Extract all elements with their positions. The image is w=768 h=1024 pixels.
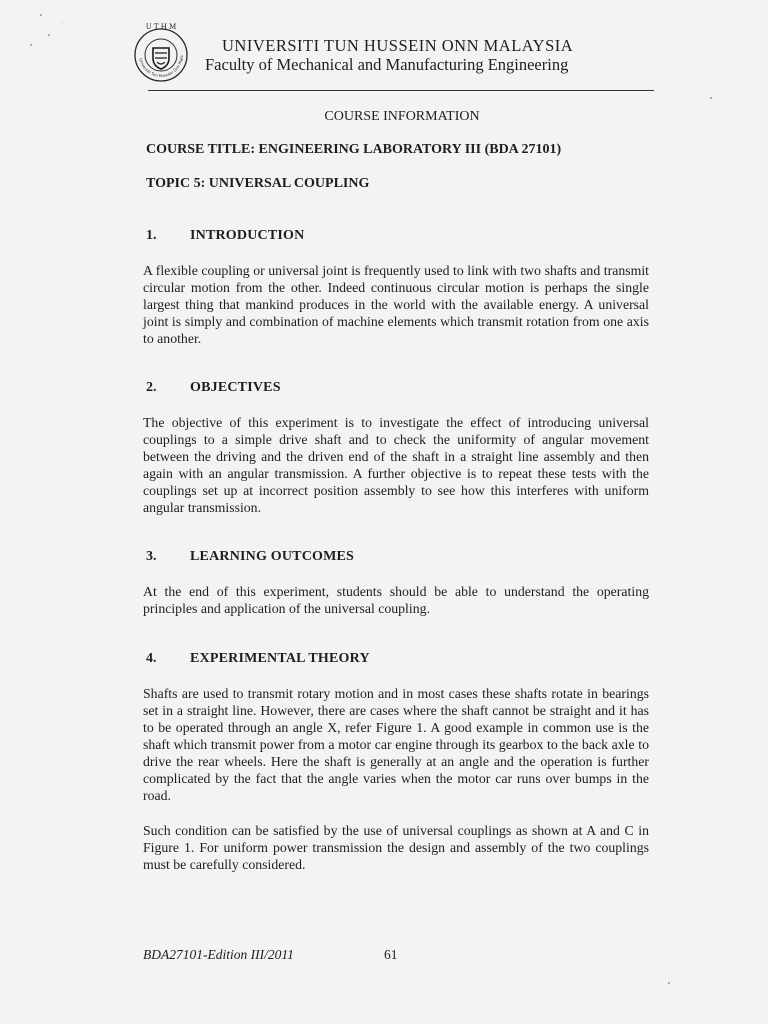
svg-text:U T H M: U T H M	[145, 23, 177, 31]
svg-text:Universiti Tun Hussein Onn Mal: Universiti Tun Hussein Onn Mala	[138, 55, 185, 79]
faculty-name: Faculty of Mechanical and Manufacturing Engineering	[205, 55, 569, 74]
scan-speck	[668, 982, 670, 984]
uthm-logo	[130, 22, 192, 84]
section-number: 3.	[146, 549, 157, 564]
scan-speck	[30, 44, 32, 46]
scan-speck	[710, 97, 712, 99]
paragraph: At the end of this experiment, students should be able to understand the operating principles and application of the universal coupling.	[143, 584, 649, 616]
section-number: 4.	[146, 651, 157, 666]
course-information-heading: COURSE INFORMATION	[324, 109, 480, 124]
scan-speck	[40, 14, 42, 16]
scan-speck	[48, 34, 50, 36]
section-heading: LEARNING OUTCOMES	[190, 549, 355, 564]
section-heading: INTRODUCTION	[190, 228, 305, 243]
course-title: COURSE TITLE: ENGINEERING LABORATORY III (BDA 27101)	[146, 142, 562, 157]
header-divider	[148, 90, 654, 91]
section-number: 1.	[146, 228, 157, 243]
section-number: 2.	[146, 380, 157, 395]
university-name: UNIVERSITI TUN HUSSEIN ONN MALAYSIA	[222, 36, 574, 55]
scan-speck	[62, 22, 63, 23]
paragraph: A flexible coupling or universal joint is frequently used to link with two shafts and transmit circular motion from the other. Indeed continuous circular motion is perhaps the single largest thing that mankind produces in the world with the available energy. A universal joint is simply and combination of machine elements which transmit rotation from one axis to another.	[143, 263, 649, 346]
footer-edition: BDA27101-Edition III/2011	[143, 947, 294, 962]
paragraph: The objective of this experiment is to investigate the effect of introducing universal couplings to a simple drive shaft and to check the uniformity of angular movement between the driving and the driven end of the shaft in a straight line assembly and then again with an angular transmission. A further objective is to repeat these tests with the couplings set up at incorrect position assembly to see how this interferes with uniform angular transmission.	[143, 415, 649, 515]
paragraph: Such condition can be satisfied by the use of universal couplings as shown at A and C in Figure 1. For uniform power transmission the design and assembly of the two couplings must be carefully considered.	[143, 823, 649, 872]
topic-title: TOPIC 5: UNIVERSAL COUPLING	[146, 176, 370, 191]
page-number: 61	[384, 947, 398, 962]
section-heading: EXPERIMENTAL THEORY	[190, 651, 370, 666]
paragraph: Shafts are used to transmit rotary motion and in most cases these shafts rotate in bearings set in a straight line. However, there are cases where the shaft cannot be straight and it has to be operated through an angle X, refer Figure 1. A good example in common use is the shaft which transmit power from a motor car engine through its gearbox to the back axle to drive the rear wheels. Here the shaft is generally at an angle and the operation is further complicated by the fact that the angle varies when the motor car runs over bumps in the road.	[143, 686, 649, 803]
section-heading: OBJECTIVES	[190, 380, 281, 395]
